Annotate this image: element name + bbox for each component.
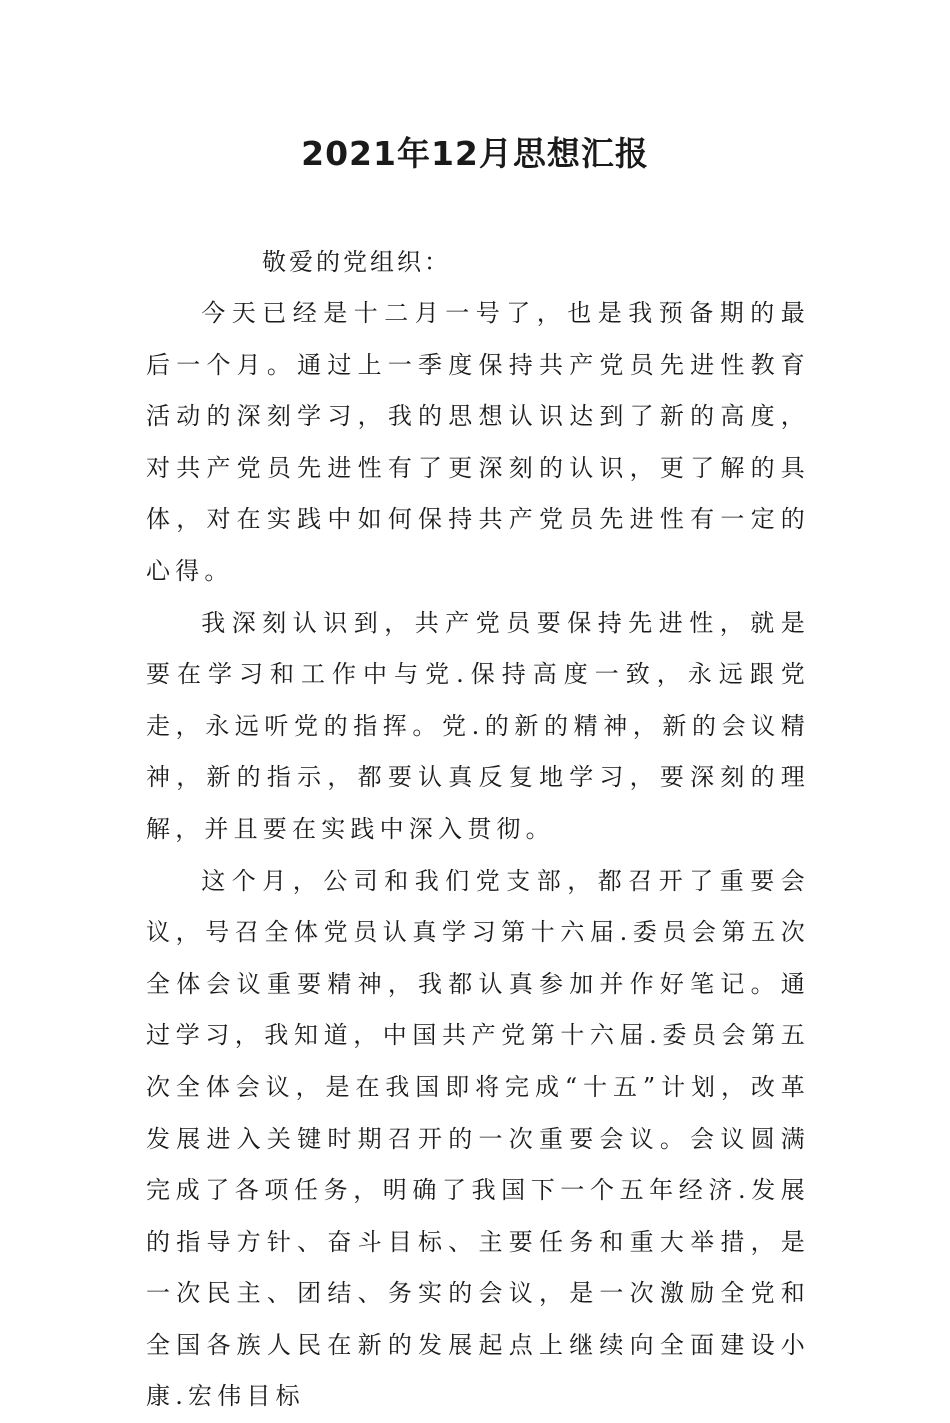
paragraph-2: 我深刻认识到，共产党员要保持先进性，就是要在学习和工作中与党.保持高度一致，永远跟党走，永远听党的指挥。党.的新的精神，新的会议精神，新的指示，都要认真反复地学习，要深刻的理解，并且要在实践中深入贯彻。 — [146, 608, 810, 843]
document-title: 2021年12月思想汇报 — [301, 134, 649, 173]
salutation: 敬爱的党组织： — [262, 248, 451, 276]
paragraph-1: 今天已经是十二月一号了，也是我预备期的最后一个月。通过上一季度保持共产党员先进性教育活动的深刻学习，我的思想认识达到了新的高度，对共产党员先进性有了更深刻的认识，更了解的具体，对在实践中如何保持共产党员先进性有一定的心得。 — [146, 299, 810, 585]
document-body — [146, 236, 810, 1423]
paragraph-3: 这个月，公司和我们党支部，都召开了重要会议，号召全体党员认真学习第十六届.委员会第五次全体会议重要精神，我都认真参加并作好笔记。通过学习，我知道，中国共产党第十六届.委员会第五次全体会议，是在我国即将完成“十五”计划，改革发展进入关键时期召开的一次重要会议。会议圆满完成了各项任务，明确了我国下一个五年经济.发展的指导方针、奋斗目标、主要任务和重大举措，是一次民主、团结、务实的会议，是一次激励全党和全国各族人民在新的发展起点上继续向全面建设小康.宏伟目标 — [146, 866, 810, 1411]
